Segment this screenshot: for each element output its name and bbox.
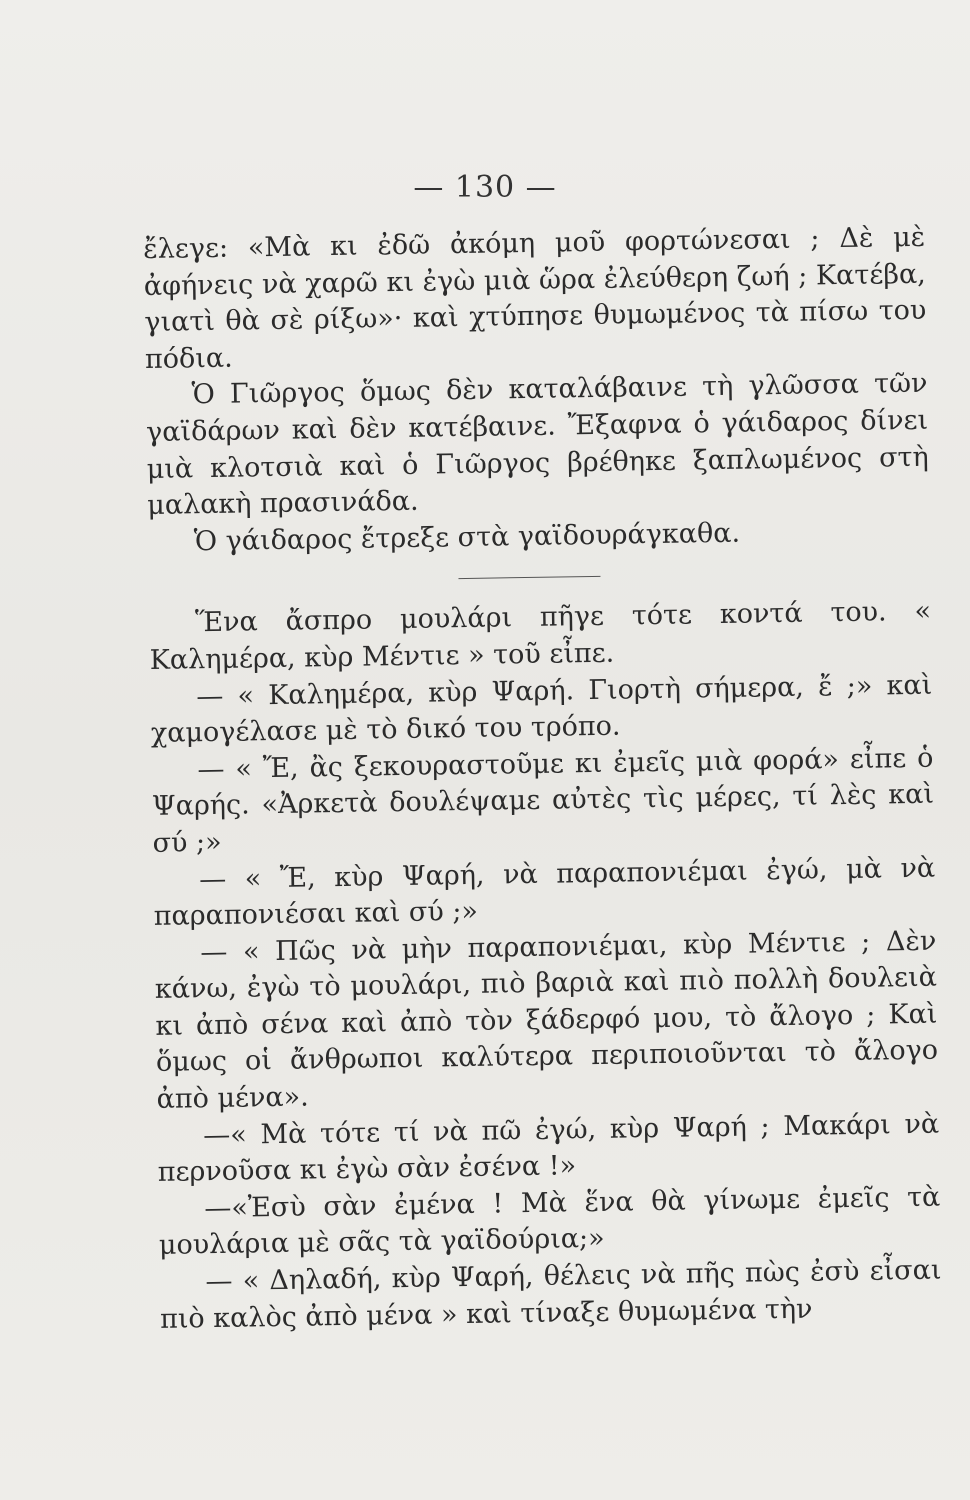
dialogue-paragraph: — « Καλημέρα, κὺρ Ψαρή. Γιορτὴ σήμερα, ἔ ;» καὶ χαμογέλασε μὲ τὸ δικό του τρόπο. xyxy=(150,669,933,750)
dialogue-paragraph: — « Δηλαδή, κὺρ Ψαρή, θέλεις νὰ πῆς πὼς ἐσὺ εἶσαι πιὸ καλὸς ἀπὸ μένα » καὶ τίναξε θυμωμένα τὴν xyxy=(159,1254,942,1335)
dialogue-paragraph: — « Ἔ, ἂς ξεκουραστοῦμε κι ἐμεῖς μιὰ φορά» εἶπε ὁ Ψαρής. «Ἀρκετὰ δουλέψαμε αὐτὲς τὶς μέρες, τί λὲς καὶ σύ ;» xyxy=(151,742,935,859)
section-separator xyxy=(458,576,600,579)
dialogue-paragraph: —«Ἐσὺ σὰν ἐμένα ! Μὰ ἕνα θὰ γίνωμε ἐμεῖς τὰ μουλάρια μὲ σᾶς τὰ γαϊδούρια;» xyxy=(158,1181,941,1262)
paragraph: Ὁ Γιῶργος ὅμως δὲν καταλάβαινε τὴ γλῶσσα τῶν γαϊδάρων καὶ δὲν κατέβαινε. Ἔξαφνα ὁ γάιδαρος δίνει μιὰ κλοτσιὰ καὶ ὁ Γιῶργος βρέθηκε ξαπλωμένος στὴ μαλακὴ πρασινάδα. xyxy=(145,368,929,522)
dialogue-paragraph: —« Μὰ τότε τί νὰ πῶ ἐγώ, κὺρ Ψαρή ; Μακάρι νὰ περνοῦσα κι ἐγὼ σὰν ἐσένα !» xyxy=(157,1108,940,1189)
paragraph: ἔλεγε: «Μὰ κι ἐδῶ ἀκόμη μοῦ φορτώνεσαι ; Δὲ μὲ ἀφήνεις νὰ χαρῶ κι ἐγὼ μιὰ ὥρα ἐλεύθερη ζωή ; Κατέβα, γιατὶ θὰ σὲ ρίξω»· καὶ χτύπησε θυμωμένος τὰ πίσω του πόδια. xyxy=(143,221,927,375)
paragraph: Ὁ γάιδαρος ἔτρεξε στὰ γαϊδουράγκαθα. xyxy=(193,517,741,557)
dialogue-paragraph: — « Πῶς νὰ μὴν παραπονιέμαι, κὺρ Μέντιε ; Δὲν κάνω, ἐγὼ τὸ μουλάρι, πιὸ βαριὰ καὶ πιὸ πολλὴ δουλειὰ κι ἀπὸ σένα καὶ ἀπὸ τὸν ξάδερφό μου, τὸ ἄλογο ; Καὶ ὅμως οἱ ἄνθρωποι καλύτερα περιποιοῦνται τὸ ἄλογο ἀπὸ μένα». xyxy=(154,925,939,1115)
paragraph: Ἕνα ἄσπρο μουλάρι πῆγε τότε κοντά του. « Καλημέρα, κὺρ Μέντιε » τοῦ εἶπε. xyxy=(149,596,932,676)
dialogue-paragraph: — « Ἔ, κὺρ Ψαρή, νὰ παραπονιέμαι ἐγώ, μὰ νὰ παραπονιέσαι καὶ σύ ;» xyxy=(153,852,936,933)
page-text xyxy=(143,220,942,1338)
page-number: — 130 — xyxy=(413,170,557,205)
